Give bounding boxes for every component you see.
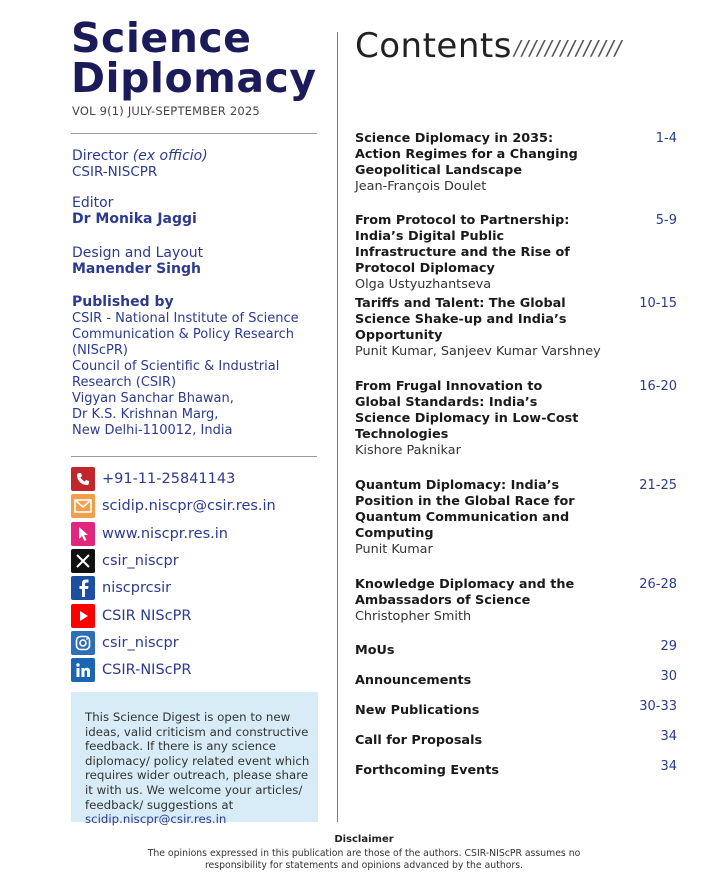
toc-entry-pages: 21-25 [639,478,677,493]
toc-entry-title: Call for Proposals [355,733,483,748]
toc-entry-title: MoUs [355,643,395,658]
linkedin-icon [71,658,95,682]
toc-entry-pages: 34 [660,759,677,774]
toc-entry-pages: 1-4 [655,131,677,146]
toc-entry-title: From Protocol to Partnership: India’s Digital Public Infrastructure and the Rise of Protocol Diplomacy [355,213,570,276]
toc-entry[interactable] [355,669,677,688]
x-icon [71,549,95,573]
toc-entry[interactable] [355,213,677,293]
address-line: Council of Scientific & Industrial [72,359,280,374]
email-link: scidip.niscpr@csir.res.in [102,498,276,514]
publisher-address [72,311,299,439]
instagram-handle: csir_niscpr [102,635,179,651]
toc-entry-author: Punit Kumar [355,542,433,557]
address-line: CSIR - National Institute of Science [72,311,299,326]
toc-entry[interactable] [355,296,677,360]
toc-entry-pages: 29 [660,639,677,654]
contact-phone[interactable] [71,467,235,491]
column-divider [337,32,338,822]
info-box [71,692,318,827]
contact-instagram[interactable] [71,631,179,655]
toc-entry-pages: 16-20 [639,379,677,394]
youtube-handle: CSIR NIScPR [102,608,192,624]
director-value: CSIR-NISCPR [72,164,158,180]
facebook-icon [71,576,95,600]
toc-entry-pages: 10-15 [639,296,677,311]
address-line: Research (CSIR) [72,375,177,390]
website-link: www.niscpr.res.in [102,526,228,542]
divider [71,133,317,134]
linkedin-handle: CSIR-NIScPR [102,662,192,678]
toc-entry-pages: 26-28 [639,577,677,592]
info-email-link[interactable]: scidip.niscpr@csir.res.in [85,812,227,827]
toc-entry-title: Announcements [355,673,472,688]
address-line: Dr K.S. Krishnan Marg, [72,407,219,422]
masthead-line-2: Diplomacy [71,54,317,102]
editor-value: Dr Monika Jaggi [72,211,197,227]
toc-entry[interactable] [355,577,677,625]
director-label: Director (ex officio) [72,148,208,164]
contact-youtube[interactable] [71,604,191,628]
cursor-icon [71,522,95,546]
toc-entry-author: Punit Kumar, Sanjeev Kumar Varshney [355,344,601,359]
toc-entry-title: Science Diplomacy in 2035: Action Regimes for a Changing Geopolitical Landscape [355,131,578,178]
youtube-icon [71,604,95,628]
mail-icon [71,494,95,518]
design-value: Manender Singh [72,261,201,277]
x-handle: csir_niscpr [102,553,179,569]
instagram-icon [71,631,95,655]
toc-entry-pages: 34 [660,729,677,744]
toc-entry-author: Kishore Paknikar [355,443,461,458]
toc-entry-author: Christopher Smith [355,609,472,624]
design-label: Design and Layout [72,245,204,261]
director-note: (ex officio) [132,148,208,164]
volume-info: VOL 9(1) JULY-SEPTEMBER 2025 [72,104,260,118]
masthead-title [71,14,317,102]
heading-decoration: ////////////// [514,36,623,60]
toc-entry-pages: 5-9 [655,213,677,228]
address-line: Communication & Policy Research [72,327,295,342]
info-text: This Science Digest is open to new ideas, valid criticism and constructive feedback. If there is any science diplomacy/ policy related event which requires wider outreach, please share it with us. We welcome your articles/ feedback/ suggestions at scidip.niscpr@csir.res.in [85,710,310,827]
toc-entry-author: Jean-François Doulet [355,179,487,194]
address-line: (NIScPR) [72,343,128,358]
contact-linkedin[interactable] [71,658,191,682]
address-line: Vigyan Sanchar Bhawan, [72,391,234,406]
toc-entry[interactable] [355,379,677,459]
disclaimer-text: The opinions expressed in this publication are those of the authors. CSIR-NIScPR assumes no responsibility for statements and opinions advanced by the authors. [147,848,581,871]
facebook-handle: niscprcsir [102,580,172,596]
toc-entry[interactable] [355,131,677,195]
contact-website[interactable] [71,522,228,546]
phone-icon [71,467,95,491]
toc-entry-title: From Frugal Innovation to Global Standards: India’s Science Diplomacy in Low-Cost Technologies [355,379,579,442]
divider [71,456,317,457]
toc-entry[interactable] [355,729,677,748]
published-label: Published by [72,294,174,310]
masthead-line-1: Science [71,14,252,62]
contact-facebook[interactable] [71,576,171,600]
toc-entry-title: Tariffs and Talent: The Global Science Shake-up and India’s Opportunity [355,296,567,343]
toc-entry[interactable] [355,759,677,778]
toc-entry-title: Forthcoming Events [355,763,499,778]
contents-heading: Contents [355,26,512,66]
toc-entry-pages: 30-33 [639,699,677,714]
toc-entry[interactable] [355,639,677,658]
disclaimer-title: Disclaimer [334,834,394,845]
toc-entry-author: Olga Ustyuzhantseva [355,277,492,292]
toc-entry[interactable] [355,699,677,718]
toc-entry-pages: 30 [660,669,677,684]
editor-label: Editor [72,195,114,211]
phone-number: +91-11-25841143 [102,471,236,487]
toc-entry[interactable] [355,478,677,558]
toc-entry-title: New Publications [355,703,480,718]
contact-x[interactable] [71,549,179,573]
toc-entry-title: Quantum Diplomacy: India’s Position in the Global Race for Quantum Communication and Computing [355,478,575,541]
address-line: New Delhi-110012, India [72,423,233,438]
toc-entry-title: Knowledge Diplomacy and the Ambassadors of Science [355,577,575,608]
contact-email[interactable] [71,494,276,518]
